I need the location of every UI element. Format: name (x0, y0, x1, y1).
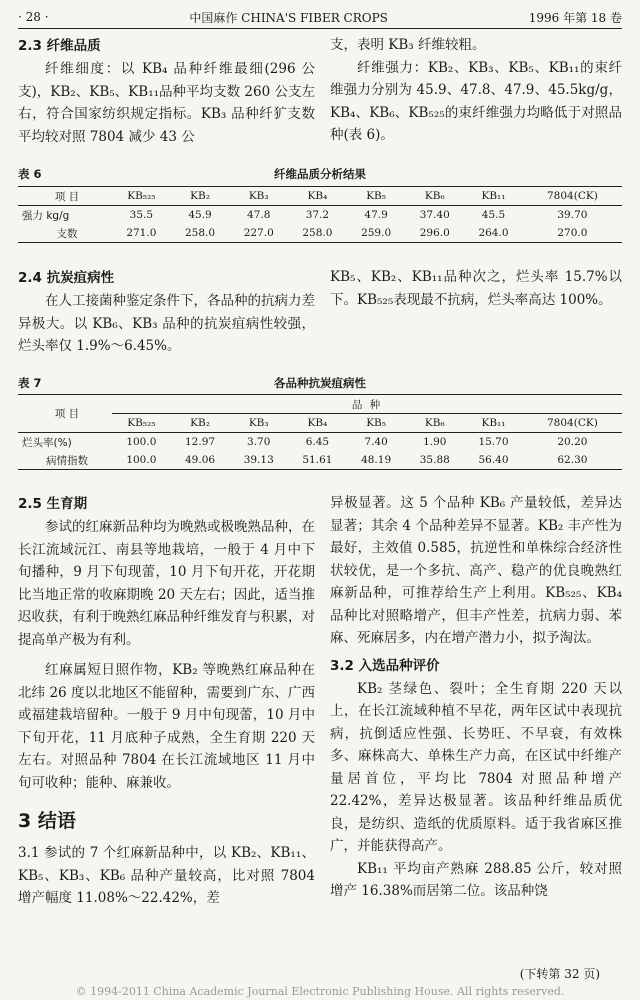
table-cell: KB₁₁ (481, 190, 506, 202)
table-cell: KB₁₁ (481, 417, 506, 429)
table-cell: 48.19 (361, 454, 392, 466)
section-2-4-left (18, 266, 315, 358)
section-heading: 3.2 入选品种评价 (330, 657, 440, 674)
table-cell: 39.70 (557, 209, 588, 221)
issue-info: 1996 年第 18 卷 (528, 10, 622, 25)
table-cell: 100.0 (126, 436, 157, 448)
table-cell: KB₄ (307, 417, 328, 429)
table-cell: 37.40 (419, 209, 450, 221)
table-cell: 20.20 (557, 436, 588, 448)
paragraph: 3.1 参试的 7 个红麻新品种中，以 KB₂、KB₁₁、KB₅、KB₃、KB₆ 品种产量较高，比对照 7804 增产幅度 11.08%～22.42%，差 (18, 845, 315, 906)
table-cell: KB₂ (190, 190, 210, 202)
table-cell: 49.06 (185, 454, 216, 466)
section-heading: 3 结语 (18, 810, 76, 832)
running-header (18, 6, 622, 29)
paragraph: 异极显著。这 5 个品种 KB₆ 产量较低，差异达显著；其余 4 个品种差异不显著。KB₂ 丰产性为最好，主效值 0.585，抗逆性和单株综合经济性状较优，是一个多抗、高产、稳产的优良晚熟红麻新品种，可推荐给生产上利用。KB₅₂₅、KB₄ 品种比对照略增产，但丰产性差，抗病力弱、苯麻、死麻居多，内在增产潜力小，拟予淘汰。 (330, 495, 622, 646)
paragraph: 支，表明 KB₃ 纤维较粗。 (330, 37, 486, 53)
table-cell: KB₂ (190, 417, 210, 429)
table-cell: 45.5 (481, 209, 506, 221)
table-cell: 项 目 (54, 190, 80, 203)
table-label: 表 7 (18, 376, 42, 390)
table-cell: KB₅ (366, 190, 386, 202)
table-cell: KB₅ (366, 417, 386, 429)
continued-note: (下转第 32 页) (519, 967, 600, 981)
table-cell: KB₄ (307, 190, 328, 202)
table-cell: 15.70 (478, 436, 509, 448)
section-2-4-right (330, 266, 622, 311)
table-cell: 258.0 (302, 227, 333, 239)
section-heading: 2.4 抗炭疽病性 (18, 270, 115, 286)
table-cell: 62.30 (557, 454, 588, 466)
table-cell: 56.40 (478, 454, 509, 466)
paragraph: 纤维细度：以 KB₄ 品种纤维最细(296 公支)，KB₂、KB₅、KB₁₁品种平均支数 260 公支左右，符合国家纺织规定指标。KB₃ 品种纤犷支数平均较对照 7804 减少 43 公 (18, 61, 315, 145)
table-cell: 6.45 (305, 436, 330, 448)
section-heading: 2.5 生育期 (18, 496, 88, 512)
table-cell: 227.0 (243, 227, 274, 239)
table-cell: KB₅₂₅ (127, 190, 156, 202)
paragraph: KB₁₁ 平均亩产熟麻 288.85 公斤，较对照增产 16.38%而居第二位。该品种饶 (330, 860, 622, 899)
table-cell: 35.88 (419, 454, 450, 466)
table-header-row (18, 187, 622, 206)
table-6 (18, 186, 622, 243)
table-cell: 47.9 (364, 209, 388, 221)
table-cell: 51.61 (302, 454, 333, 466)
table-cell: 270.0 (557, 227, 588, 239)
table-cell: KB₃ (248, 417, 269, 429)
table-row (18, 224, 622, 243)
table-7 (18, 394, 622, 470)
table-cell: 7804(CK) (547, 190, 598, 202)
paragraph: KB₅、KB₂、KB₁₁品种次之，烂头率 15.7%以下。KB₅₂₅表现最不抗病，烂头率高达 100%。 (330, 269, 622, 308)
table-cell: 3.70 (247, 436, 271, 448)
table-cell: 258.0 (185, 227, 216, 239)
table-cell: 品 种 (112, 395, 622, 414)
table-cell: 35.5 (129, 209, 154, 221)
table-cell: KB₅₂₅ (127, 417, 156, 429)
table-cell: 7804(CK) (547, 417, 598, 429)
table-title: 各品种抗炭疽病性 (274, 376, 366, 390)
table-row (18, 206, 622, 225)
table-cell: 支数 (56, 227, 78, 240)
section-3-right (330, 492, 622, 903)
table-cell: 264.0 (478, 227, 509, 239)
section-heading: 2.3 纤维品质 (18, 38, 101, 54)
section-2-3-right (330, 34, 622, 147)
table-cell: 271.0 (126, 227, 157, 239)
table-cell: 项 目 (54, 408, 80, 420)
table-cell: 259.0 (361, 227, 392, 239)
section-2-3-left (18, 34, 315, 148)
table-header-row (18, 395, 622, 414)
table-cell: 47.8 (247, 209, 271, 221)
table-cell: 7.40 (364, 436, 388, 448)
table-cell: 病情指数 (46, 454, 88, 467)
paragraph: 红麻属短日照作物，KB₂ 等晚熟红麻品种在北纬 26 度以北地区不能留种，需要到广东、广西或福建栽培留种。一般于 9 月中旬现蕾，10 月中下旬开花，11 月底种子成熟，全生育期 220 天左右。对照品种 7804 在长江流域地区 11 月中旬可收种；能种、麻兼收。 (18, 662, 315, 791)
table-cell: 37.2 (305, 209, 330, 221)
paragraph: 纤维强力：KB₂、KB₃、KB₅、KB₁₁的束纤维强力分别为 45.9、47.8、47.9、45.5kg/g，KB₄、KB₆、KB₅₂₅的束纤维强力均略低于对照品种(表 6)。 (330, 59, 622, 143)
paragraph: 在人工接菌种鉴定条件下，各品种的抗病力差异极大。以 KB₆、KB₃ 品种的抗炭疽病性较强，烂头率仅 1.9%～6.45%。 (18, 293, 315, 354)
table-row (18, 433, 622, 452)
table-row (18, 451, 622, 470)
page-number: · 28 · (18, 10, 49, 24)
table-title: 纤维品质分析结果 (274, 167, 366, 181)
table-cell: KB₆ (424, 190, 445, 202)
table-cell: KB₆ (424, 417, 445, 429)
table-label: 表 6 (18, 167, 42, 181)
journal-name: 中国麻作 CHINA'S FIBER CROPS (189, 10, 388, 25)
section-2-5 (18, 492, 315, 910)
copyright-footer: © 1994-2011 China Academic Journal Electronic Publishing House. All rights reserved. (75, 985, 565, 998)
paragraph: KB₂ 茎绿色、裂叶；全生育期 220 天以上，在长江流域种植不早花，两年区试中表现抗病，抗倒适应性强、长势旺、不早衰，有效株多、麻株高大、单株生产力高，在区试中纤维产量居首位，平均比 7804 对照品种增产 22.42%，差异达极显著。该品种纤维品质优良，是纺织、造纸的优质原料。适于我省麻区推广，并能获得高产。 (330, 680, 622, 854)
table-cell: 12.97 (185, 436, 216, 448)
paragraph: 参试的红麻新品种均为晚熟或极晚熟品种，在长江流域沅江、南县等地栽培，一般于 4 月中下旬播种，9 月下旬现蕾，10 月下旬开花，开花期比当地正常的收麻期晚 20 天左右；因此，适当推迟收获，有利于晚熟红麻品种纤维发育与积累，对提高单产极为有利。 (18, 519, 315, 648)
table-cell: 强力 kg/g (22, 209, 70, 222)
table-cell: 39.13 (243, 454, 274, 466)
table-cell: 烂头率(%) (22, 436, 72, 449)
table-cell: 296.0 (419, 227, 450, 239)
table-cell: 1.90 (423, 436, 447, 448)
table-cell: 100.0 (126, 454, 157, 466)
table-cell: KB₃ (248, 190, 269, 202)
table-cell: 45.9 (188, 209, 212, 221)
